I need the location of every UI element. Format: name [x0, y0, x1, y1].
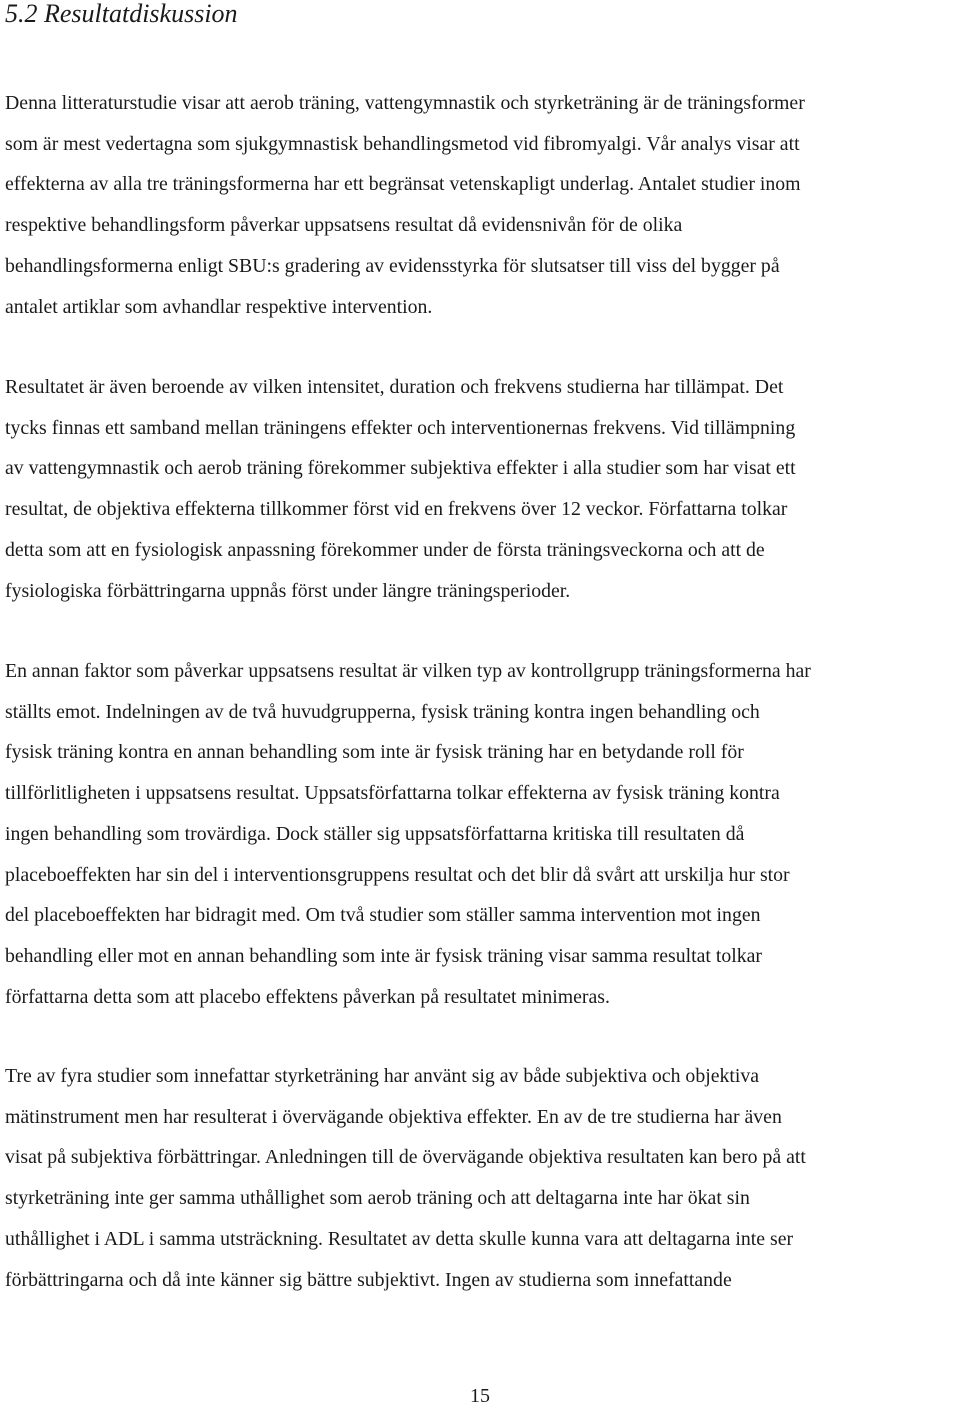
text-line: Tre av fyra studier som innefattar styrketräning har använt sig av både subjektiva och objektiva [5, 1065, 760, 1087]
paragraph-2 [5, 367, 796, 611]
text-line: tycks finnas ett samband mellan träningens effekter och interventionernas frekvens. Vid tillämpning [5, 416, 796, 439]
text-line: författarna detta som att placebo effektens påverkan på resultatet minimeras. [5, 985, 610, 1008]
text-line: uthållighet i ADL i samma utsträckning. Resultatet av detta skulle kunna vara att deltagarna inte ser [5, 1227, 794, 1250]
text-line: ingen behandling som trovärdiga. Dock ställer sig uppsatsförfattarna kritiska till resultaten då [5, 822, 745, 845]
text-line: detta som att en fysiologisk anpassning förekommer under de första träningsveckorna och att de [5, 538, 765, 561]
page-number: 15 [470, 1385, 490, 1407]
text-line: Resultatet är även beroende av vilken intensitet, duration och frekvens studierna har tillämpat. Det [5, 376, 784, 398]
text-line: ställts emot. Indelningen av de två huvudgrupperna, fysisk träning kontra ingen behandling och [5, 700, 760, 723]
text-line: visat på subjektiva förbättringar. Anledningen till de övervägande objektiva resultaten kan bero på att [5, 1146, 806, 1169]
text-line: Denna litteraturstudie visar att aerob träning, vattengymnastik och styrketräning är de träningsformer [5, 92, 805, 114]
text-line: som är mest vedertagna som sjukgymnastisk behandlingsmetod vid fibromyalgi. Vår analys visar att [5, 132, 800, 155]
text-line: placeboeffekten har sin del i interventionsgruppens resultat och det blir då svårt att urskilja hur stor [5, 863, 790, 886]
paragraph-3 [5, 651, 811, 1017]
text-line: respektive behandlingsform påverkar uppsatsens resultat då evidensnivån för de olika [5, 214, 683, 237]
text-line: förbättringarna och då inte känner sig bättre subjektivt. Ingen av studierna som innefattande [5, 1268, 732, 1291]
section-heading: 5.2 Resultatdiskussion [5, 0, 238, 28]
paragraph-1 [5, 83, 805, 327]
text-line: tillförlitligheten i uppsatsens resultat. Uppsatsförfattarna tolkar effekterna av fysisk träning kontra [5, 782, 780, 805]
text-line: av vattengymnastik och aerob träning förekommer subjektiva effekter i alla studier som har visat ett [5, 457, 796, 480]
text-line: del placeboeffekten har bidragit med. Om två studier som ställer samma intervention mot ingen [5, 904, 761, 927]
text-line: fysisk träning kontra en annan behandling som inte är fysisk träning har en betydande roll för [5, 741, 744, 764]
paragraph-4 [5, 1056, 806, 1300]
text-line: resultat, de objektiva effekterna tillkommer först vid en frekvens över 12 veckor. Författarna tolkar [5, 498, 788, 521]
text-line: fysiologiska förbättringarna uppnås först under längre träningsperioder. [5, 579, 571, 602]
text-line: effekterna av alla tre träningsformerna har ett begränsat vetenskapligt underlag. Antalet studier inom [5, 173, 801, 196]
text-line: behandlingsformerna enligt SBU:s gradering av evidensstyrka för slutsatser till viss del bygger på [5, 254, 780, 277]
text-line: En annan faktor som påverkar uppsatsens resultat är vilken typ av kontrollgrupp träningsformerna har [5, 660, 811, 682]
text-line: antalet artiklar som avhandlar respektive intervention. [5, 295, 433, 318]
text-line: behandling eller mot en annan behandling som inte är fysisk träning visar samma resultat tolkar [5, 944, 762, 967]
text-line: mätinstrument men har resulterat i övervägande objektiva effekter. En av de tre studierna har även [5, 1105, 782, 1128]
text-line: styrketräning inte ger samma uthållighet som aerob träning och att deltagarna inte har ökat sin [5, 1187, 750, 1210]
